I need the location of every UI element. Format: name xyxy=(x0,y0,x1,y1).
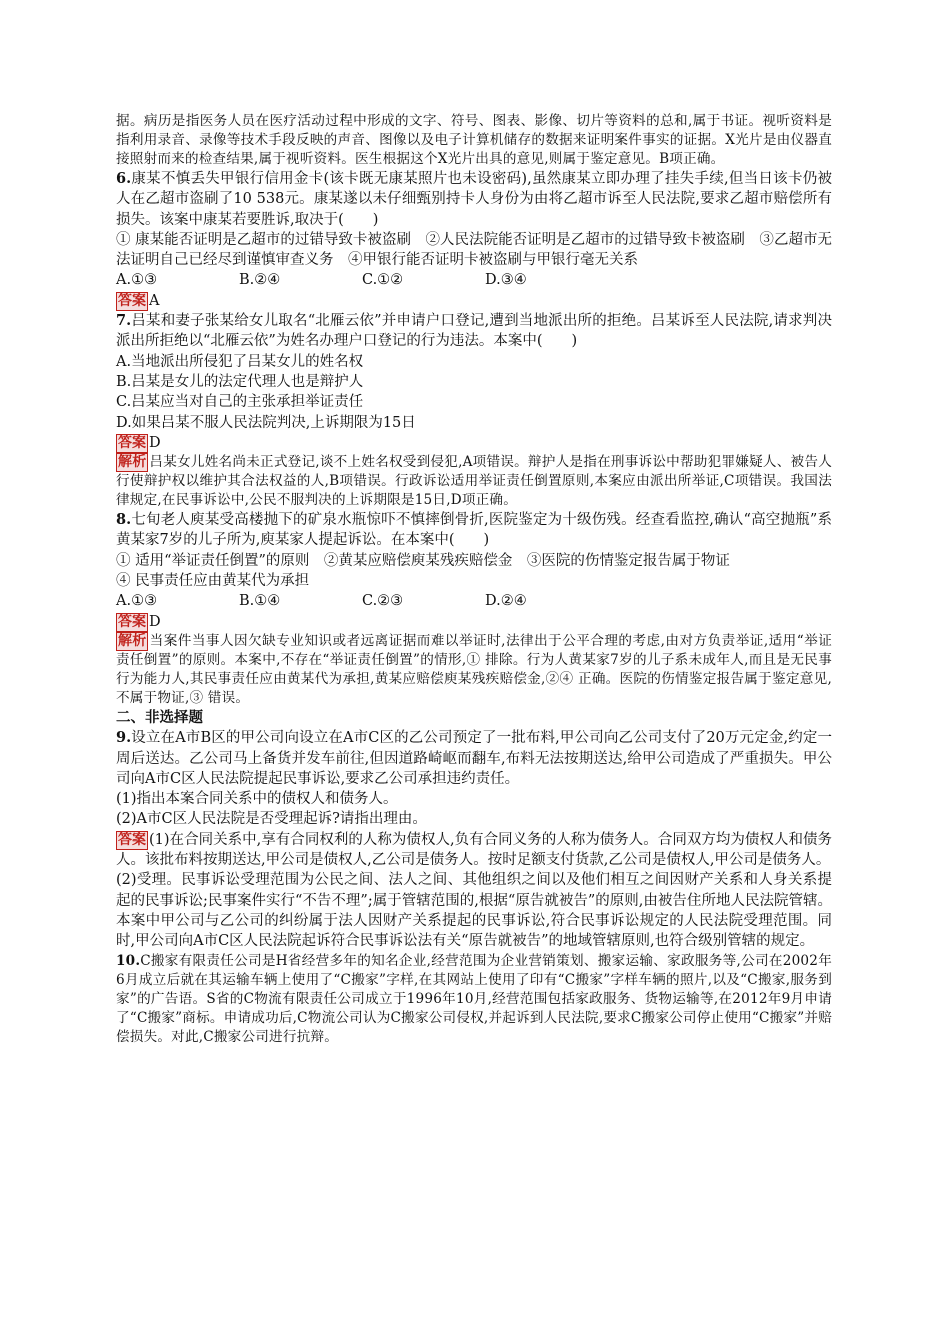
answer-text-2: (2)受理。民事诉讼受理范围为公民之间、法人之间、其他组织之间以及他们相互之间因财产关系和人身关系提起的民事诉讼;民事案件实行“不告不理”;属于管辖范围的,根据“原告就被告”的原则,由被告住所地人民法院管辖。本案中甲公司与乙公司的纠纷属于法人因财产关系提起的民事诉讼,符合民事诉讼规定的人民法院受理范围。同时,甲公司向A市C区人民法院起诉符合民事诉讼法有关“原告就被告”的地域管辖原则,也符合级别管辖的规定。 xyxy=(116,872,832,950)
answer-value: D xyxy=(149,613,161,630)
analysis-text: 当案件当事人因欠缺专业知识或者远离证据而难以举证时,法律出于公平合理的考虑,由对方负责举证,适用“举证责任倒置”的原则。本案中,不存在“举证责任倒置”的情形,① 排除。行为人黄某家7岁的儿子系未成年人,而且是无民事行为能力人,其民事责任应由黄某代为承担,黄某应赔偿庾某残疾赔偿金,②④ 正确。医院的伤情鉴定报告属于鉴定意见,不属于物证,③ 错误。 xyxy=(116,632,832,706)
section-heading: 二、非选择题 xyxy=(116,708,203,726)
analysis-tag: 解析 xyxy=(118,454,147,471)
question-number: 8. xyxy=(116,511,132,529)
analysis-text: 吕某女儿姓名尚未正式登记,谈不上姓名权受到侵犯,A项错误。辩护人是指在刑事诉讼中帮助犯罪嫌疑人、被告人行使辩护权以维护其合法权益的人,B项错误。行政诉讼适用举证责任倒置原则,本案应由派出所举证,C项错误。我国法律规定,在民事诉讼中,公民不服判决的上诉期限是15日,D项正确。 xyxy=(116,454,832,509)
question-10 xyxy=(116,952,832,1047)
option-a[interactable]: A.当地派出所侵犯了吕某女儿的姓名权 xyxy=(116,353,364,370)
question-number: 9. xyxy=(116,729,132,747)
question-stem: 吕某和妻子张某给女儿取名“北雁云依”并申请户口登记,遭到当地派出所的拒绝。吕某诉至人民法院,请求判决派出所拒绝以“北雁云依”为姓名办理户口登记的行为违法。本案中( ) xyxy=(116,313,832,350)
question-number: 7. xyxy=(116,312,132,330)
answer-value: D xyxy=(149,434,161,451)
option-b[interactable]: B.①④ xyxy=(239,593,281,610)
option-row xyxy=(116,591,832,611)
question-stem: C搬家有限责任公司是H省经营多年的知名企业,经营范围为企业营销策划、搬家运输、家政服务等,公司在2002年6月成立后就在其运输车辆上使用了“C搬家”字样,在其网站上使用了印有“C搬家”字样车辆的照片,以及“C搬家,服务到家”的广告语。S省的C物流有限责任公司成立于1996年10月,经营范围包括家政服务、货物运输等,在2012年9月申请了“C搬家”商标。申请成功后,C物流公司认为C搬家公司侵权,并起诉到人民法院,要求C搬家公司停止使用“C搬家”并赔偿损失。对此,C搬家公司进行抗辩。 xyxy=(116,952,832,1045)
option-row xyxy=(116,270,832,290)
option-d[interactable]: D.②④ xyxy=(485,593,527,610)
option-d[interactable]: D.③④ xyxy=(485,272,527,289)
answer-tag: 答案 xyxy=(118,292,146,309)
question-stem: 康某不慎丢失甲银行信用金卡(该卡既无康某照片也未设密码),虽然康某立即办理了挂失手续,但当日该卡仍被人在乙超市盗刷了10 538元。康某遂以未仔细甄别持卡人身份为由将乙超市诉至人民法院,要求乙超市赔偿所有损失。该案中康某若要胜诉,取决于( ) xyxy=(116,171,832,228)
answer-tag: 答案 xyxy=(118,434,146,451)
answer-tag: 答案 xyxy=(118,613,146,630)
sub-question-2: (2)A市C区人民法院是否受理起诉?请指出理由。 xyxy=(116,811,427,828)
option-c[interactable]: C.吕某应当对自己的主张承担举证责任 xyxy=(116,394,364,411)
option-c[interactable]: C.①② xyxy=(362,272,404,289)
option-d[interactable]: D.如果吕某不服人民法院判决,上诉期限为15日 xyxy=(116,414,416,431)
statement-items: ① 康某能否证明是乙超市的过错导致卡被盗刷 ②人民法院能否证明是乙超市的过错导致卡被盗刷 ③乙超市无法证明自己已经尽到谨慎审查义务 ④甲银行能否证明卡被盗刷与甲银行毫无关系 xyxy=(116,231,832,269)
option-c[interactable]: C.②③ xyxy=(362,593,404,610)
answer-tag: 答案 xyxy=(118,831,146,848)
statement-items: ④ 民事责任应由黄某代为承担 xyxy=(116,573,310,590)
question-number: 10. xyxy=(116,952,141,969)
question-8 xyxy=(116,510,832,708)
question-number: 6. xyxy=(116,170,132,187)
answer-value: A xyxy=(149,292,160,309)
statement-items: ① 适用“举证责任倒置”的原则 ②黄某应赔偿庾某残疾赔偿金 ③医院的伤情鉴定报告属于物证 xyxy=(116,552,730,569)
question-stem: 设立在A市B区的甲公司向设立在A市C区的乙公司预定了一批布料,甲公司向乙公司支付了20万元定金,约定一周后送达。乙公司马上备货并发车前往,但因道路崎岖而翻车,布料无法按期送达,给甲公司造成了严重损失。甲公司向A市C区人民法院提起民事诉讼,要求乙公司承担违约责任。 xyxy=(116,730,832,787)
option-a[interactable]: A.①③ xyxy=(116,272,158,289)
sub-question-1: (1)指出本案合同关系中的债权人和债务人。 xyxy=(116,791,398,808)
continued-analysis: 据。病历是指医务人员在医疗活动过程中形成的文字、符号、图表、影像、切片等资料的总和,属于书证。视听资料是指利用录音、录像等技术手段反映的声音、图像以及电子计算机储存的数据来证明案件事实的证据。X光片是由仪器直接照射而来的检查结果,属于视听资料。医生根据这个X光片出具的意见,则属于鉴定意见。B项正确。 xyxy=(116,113,832,167)
option-b[interactable]: B.吕某是女儿的法定代理人也是辩护人 xyxy=(116,373,364,390)
answer-text-1: (1)在合同关系中,享有合同权利的人称为债权人,负有合同义务的人称为债务人。合同双方均为债权人和债务人。该批布料按期送达,甲公司是债权人,乙公司是债务人。按时足额支付货款,乙公司是债权人,甲公司是债务人。 xyxy=(116,831,832,869)
question-6 xyxy=(116,169,832,311)
question-9 xyxy=(116,728,832,951)
option-b[interactable]: B.②④ xyxy=(239,272,281,289)
document-page xyxy=(116,112,832,1047)
analysis-tag: 解析 xyxy=(118,632,147,649)
option-a[interactable]: A.①③ xyxy=(116,593,158,610)
question-7 xyxy=(116,311,832,510)
question-stem: 七旬老人庾某受高楼抛下的矿泉水瓶惊吓不慎摔倒骨折,医院鉴定为十级伤残。经查看监控,确认“高空抛瓶”系黄某家7岁的儿子所为,庾某家人提起诉讼。在本案中( ) xyxy=(116,512,832,549)
